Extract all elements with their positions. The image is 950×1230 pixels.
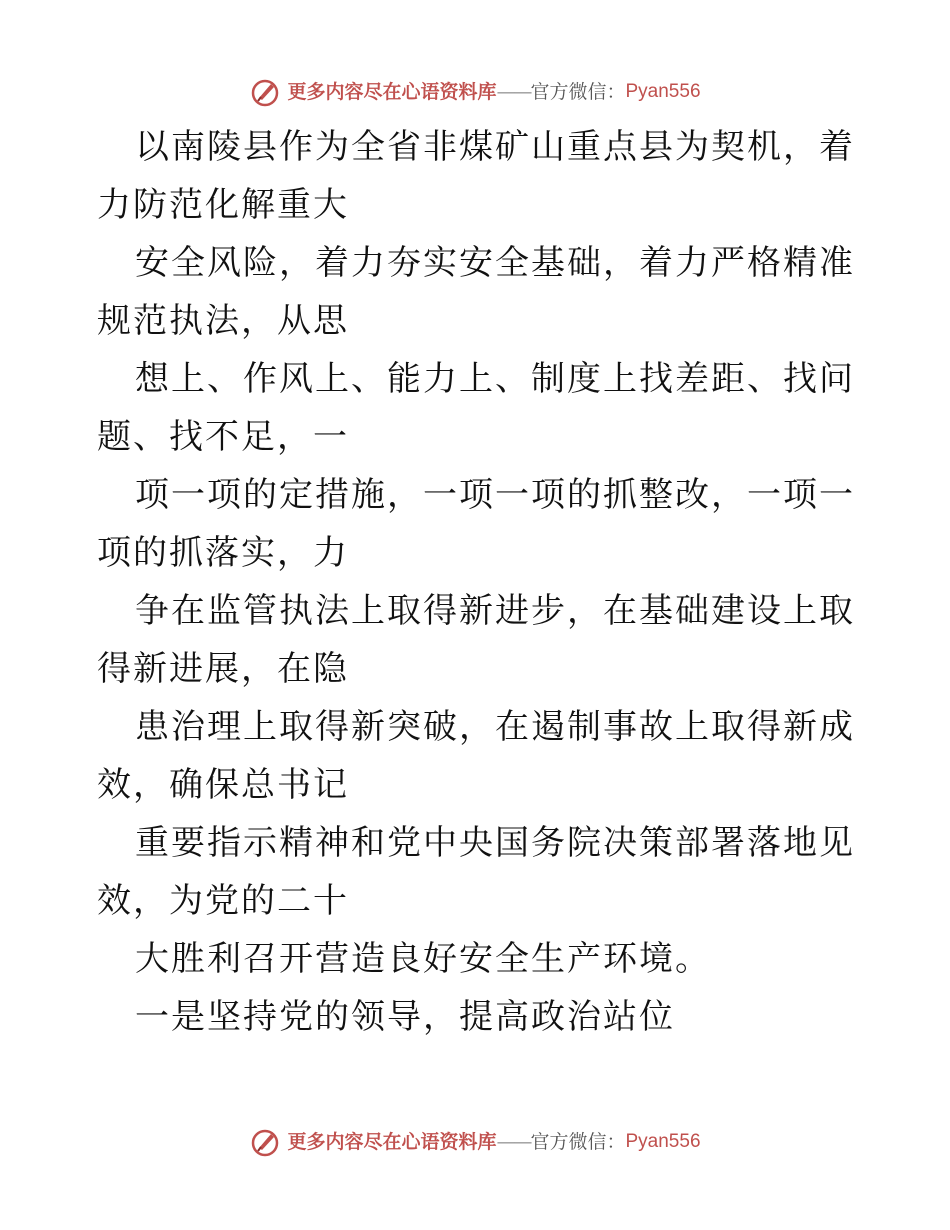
watermark-separator: ——	[496, 1131, 531, 1153]
paragraph-line: 防范化解重大	[133, 185, 349, 225]
paragraph-2	[97, 234, 857, 350]
paragraph-line: 患治理上取得新突破，在遏制事故上取得新成	[135, 707, 855, 747]
document-body	[97, 118, 857, 1046]
paragraph-3	[97, 350, 857, 466]
section-heading	[97, 988, 857, 1046]
paragraph-line: 重要指示精神和党中央国务院决策部署落地见	[135, 823, 855, 863]
paragraph-line: 新进展，在隐	[133, 649, 349, 689]
paragraph-6	[97, 698, 857, 814]
watermark-main-text: 更多内容尽在心语资料库	[287, 81, 497, 103]
watermark-main-text: 更多内容尽在心语资料库	[287, 1131, 497, 1153]
paragraph-1	[97, 118, 857, 234]
paragraph-line: 效，确保总书记	[97, 765, 349, 805]
paragraph-7	[97, 814, 857, 930]
paragraph-line: 大胜利召开营造良好安全生产环境。	[135, 939, 711, 979]
paragraph-5	[97, 582, 857, 698]
paragraph-line: 争在监管执法上取得新进步，在基础建设上取得	[97, 591, 855, 689]
watermark-wechat-label: 官方微信：	[530, 81, 626, 103]
paragraph-line: 安全风险，着力夯实安全基础，着力严格精准规	[97, 243, 855, 341]
footer-watermark	[0, 1126, 950, 1158]
quill-logo-icon	[249, 76, 281, 108]
paragraph-line: 项一项的定措施，一项一项的抓整改，一项一项	[97, 475, 855, 573]
paragraph-line: 的抓落实，力	[133, 533, 349, 573]
quill-logo-icon	[249, 1126, 281, 1158]
footer-watermark-text	[287, 1128, 700, 1156]
watermark-separator: ——	[496, 81, 531, 103]
paragraph-4	[97, 466, 857, 582]
header-watermark	[0, 76, 950, 108]
paragraph-8	[97, 930, 857, 988]
paragraph-line: 效，为党的二十	[97, 881, 349, 921]
header-watermark-text	[287, 78, 700, 106]
paragraph-line: 一是坚持党的领导，提高政治站位	[135, 997, 675, 1037]
paragraph-line: 题、找不足，一	[97, 417, 349, 457]
paragraph-line: 范执法，从思	[133, 301, 349, 341]
watermark-wechat-label: 官方微信：	[530, 1131, 626, 1153]
paragraph-line: 以南陵县作为全省非煤矿山重点县为契机，着力	[97, 127, 855, 225]
watermark-wechat-id: Pyan556	[625, 1131, 701, 1152]
paragraph-line: 想上、作风上、能力上、制度上找差距、找问	[135, 359, 855, 399]
watermark-wechat-id: Pyan556	[625, 81, 701, 102]
